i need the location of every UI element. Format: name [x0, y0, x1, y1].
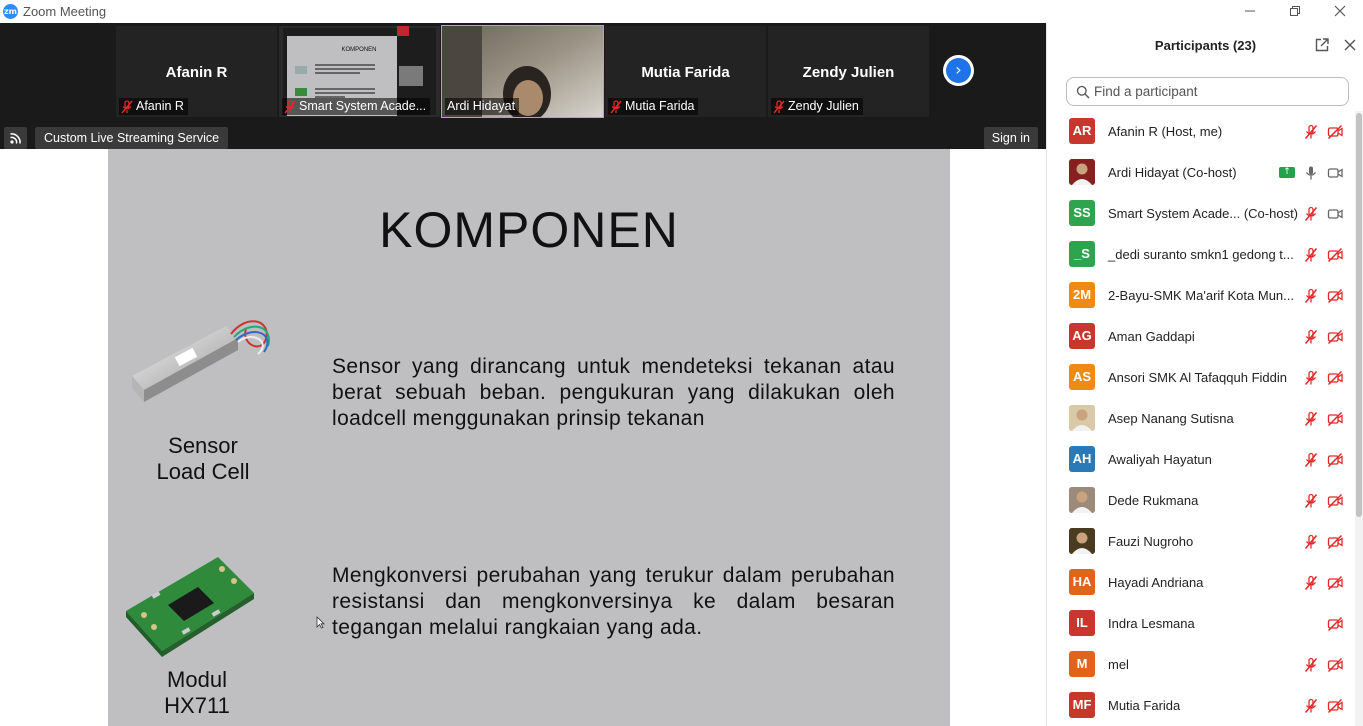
video-tile[interactable] [768, 26, 929, 117]
avatar: 2M [1069, 282, 1095, 308]
search-input[interactable] [1094, 82, 1334, 101]
participant-row[interactable] [1047, 275, 1352, 316]
avatar: IL [1069, 610, 1095, 636]
participant-name: Mutia Farida [1108, 698, 1181, 713]
mic-muted-icon[interactable] [1303, 657, 1319, 673]
participant-name: mel [1108, 657, 1129, 672]
avatar: AH [1069, 446, 1095, 472]
avatar: M [1069, 651, 1095, 677]
video-off-icon[interactable] [1327, 247, 1343, 263]
avatar [1069, 487, 1095, 513]
avatar: HA [1069, 569, 1095, 595]
participant-row[interactable] [1047, 234, 1352, 275]
hx711-module-image [122, 549, 262, 659]
load-cell-image [126, 304, 276, 414]
hx711-description: Mengkonversi perubahan yang terukur dalam perubahan resistansi dan mengkonversinya ke dalam besaran tegangan melalui rangkaian yang ada. [332, 564, 895, 639]
title-bar [0, 0, 1363, 23]
participant-row[interactable] [1047, 603, 1352, 644]
close-window-button[interactable] [1317, 0, 1363, 23]
chevron-right-icon: › [946, 58, 971, 83]
mic-muted-icon[interactable] [1303, 370, 1319, 386]
live-stream-button[interactable] [4, 127, 27, 149]
restore-button[interactable] [1272, 0, 1318, 23]
avatar: AS [1069, 364, 1095, 390]
participant-name: Smart System Acade... (Co-host) [1108, 206, 1299, 221]
mic-icon[interactable] [1303, 165, 1319, 181]
tile-display-name: Zendy Julien [802, 64, 895, 81]
minimize-button[interactable] [1227, 0, 1273, 23]
video-off-icon[interactable] [1327, 288, 1343, 304]
mic-muted-icon [121, 100, 133, 114]
video-icon[interactable] [1327, 206, 1343, 222]
participant-name: Ardi Hidayat (Co-host) [1108, 165, 1237, 180]
avatar: _S [1069, 241, 1095, 267]
mic-muted-icon[interactable] [1303, 247, 1319, 263]
mic-muted-icon [610, 100, 622, 114]
mic-muted-icon [284, 100, 296, 114]
avatar: MF [1069, 692, 1095, 718]
participant-row[interactable] [1047, 439, 1352, 480]
mic-muted-icon [773, 100, 785, 114]
video-off-icon[interactable] [1327, 575, 1343, 591]
minimize-icon [1244, 5, 1256, 17]
tile-name-label: Ardi Hidayat [445, 98, 519, 115]
mic-muted-icon[interactable] [1303, 124, 1319, 140]
restore-icon [1289, 5, 1301, 17]
participant-row[interactable] [1047, 685, 1352, 726]
participant-row[interactable] [1047, 644, 1352, 685]
video-off-icon[interactable] [1327, 411, 1343, 427]
participant-row[interactable] [1047, 316, 1352, 357]
next-page-button[interactable] [943, 55, 974, 86]
avatar [1069, 528, 1095, 554]
participant-name: Dede Rukmana [1108, 493, 1199, 508]
participant-row[interactable] [1047, 111, 1352, 152]
participants-title: Participants (23) [1154, 38, 1257, 53]
participant-row[interactable] [1047, 521, 1352, 562]
participant-name: Afanin R (Host, me) [1108, 124, 1223, 139]
hx711-label: Modul HX711 [164, 667, 230, 718]
participant-row[interactable] [1047, 398, 1352, 439]
scrollbar-thumb[interactable] [1356, 113, 1362, 517]
video-off-icon[interactable] [1327, 329, 1343, 345]
participant-row[interactable] [1047, 152, 1352, 193]
meeting-area [0, 23, 1046, 726]
mic-muted-icon[interactable] [1303, 575, 1319, 591]
tile-name-label: Mutia Farida [608, 98, 698, 115]
video-tile[interactable] [116, 26, 277, 117]
participant-list-scrollbar[interactable] [1355, 111, 1363, 726]
participant-row[interactable] [1047, 357, 1352, 398]
participant-name: Awaliyah Hayatun [1108, 452, 1212, 467]
participant-row[interactable] [1047, 562, 1352, 603]
avatar: AG [1069, 323, 1095, 349]
avatar: AR [1069, 118, 1095, 144]
slide-title: KOMPONEN [379, 202, 679, 258]
video-off-icon[interactable] [1327, 534, 1343, 550]
screen-share-icon: ↑ [1279, 167, 1295, 178]
mic-muted-icon[interactable] [1303, 206, 1319, 222]
tile-display-name: Mutia Farida [641, 64, 730, 81]
video-icon[interactable] [1327, 165, 1343, 181]
mic-muted-icon[interactable] [1303, 288, 1319, 304]
avatar [1069, 159, 1095, 185]
video-off-icon[interactable] [1327, 616, 1343, 632]
search-icon [1076, 85, 1090, 99]
participant-search[interactable] [1066, 77, 1349, 106]
participant-name: Hayadi Andriana [1108, 575, 1204, 590]
participant-name: Aman Gaddapi [1108, 329, 1195, 344]
mic-muted-icon[interactable] [1303, 534, 1319, 550]
participant-row[interactable] [1047, 193, 1352, 234]
load-cell-description: Sensor yang dirancang untuk mendeteksi tekanan atau berat sebuah beban. pengukuran yang dilakukan oleh loadcell menggunakan prinsip tekanan [332, 355, 895, 430]
pop-out-icon[interactable] [1314, 37, 1330, 53]
video-tile[interactable] [605, 26, 766, 117]
mic-muted-icon[interactable] [1303, 493, 1319, 509]
video-off-icon[interactable] [1327, 370, 1343, 386]
rss-icon [4, 127, 27, 149]
video-off-icon[interactable] [1327, 698, 1343, 714]
participant-name: Ansori SMK Al Tafaqquh Fiddin [1108, 370, 1287, 385]
participant-name: 2-Bayu-SMK Ma'arif Kota Mun... [1108, 288, 1294, 303]
streaming-service-label[interactable]: Custom Live Streaming Service [35, 127, 228, 149]
participant-name: Asep Nanang Sutisna [1108, 411, 1234, 426]
tile-display-name: Afanin R [165, 64, 228, 81]
tile-name-label: Zendy Julien [771, 98, 863, 115]
mic-muted-icon[interactable] [1303, 452, 1319, 468]
window-title: Zoom Meeting [23, 4, 107, 19]
tile-name-label: Smart System Acade... [282, 98, 430, 115]
mic-muted-icon[interactable] [1303, 411, 1319, 427]
participants-panel [1046, 23, 1363, 726]
video-off-icon[interactable] [1327, 493, 1343, 509]
video-tile-screen-share[interactable] [279, 26, 440, 117]
live-stream-bar [0, 123, 1046, 149]
participant-list [1047, 111, 1352, 726]
load-cell-label: Sensor Load Cell [156, 433, 250, 484]
avatar: SS [1069, 200, 1095, 226]
mouse-cursor-icon [316, 616, 325, 629]
close-icon [1334, 5, 1346, 17]
participant-name: _dedi suranto smkn1 gedong t... [1108, 247, 1294, 262]
close-panel-icon[interactable] [1342, 37, 1358, 53]
video-off-icon[interactable] [1327, 124, 1343, 140]
thumbnail-slide-title: KOMPONEN [341, 47, 377, 53]
sign-in-button[interactable]: Sign in [984, 127, 1038, 149]
mic-muted-icon[interactable] [1303, 698, 1319, 714]
zoom-logo-icon: zm [3, 4, 18, 19]
participant-name: Fauzi Nugroho [1108, 534, 1194, 549]
video-tile-active-speaker[interactable] [442, 26, 603, 117]
video-off-icon[interactable] [1327, 657, 1343, 673]
shared-slide [108, 149, 950, 726]
mic-muted-icon[interactable] [1303, 329, 1319, 345]
participant-name: Indra Lesmana [1108, 616, 1195, 631]
participant-row[interactable] [1047, 480, 1352, 521]
avatar [1069, 405, 1095, 431]
video-off-icon[interactable] [1327, 452, 1343, 468]
tile-name-label: Afanin R [119, 98, 188, 115]
